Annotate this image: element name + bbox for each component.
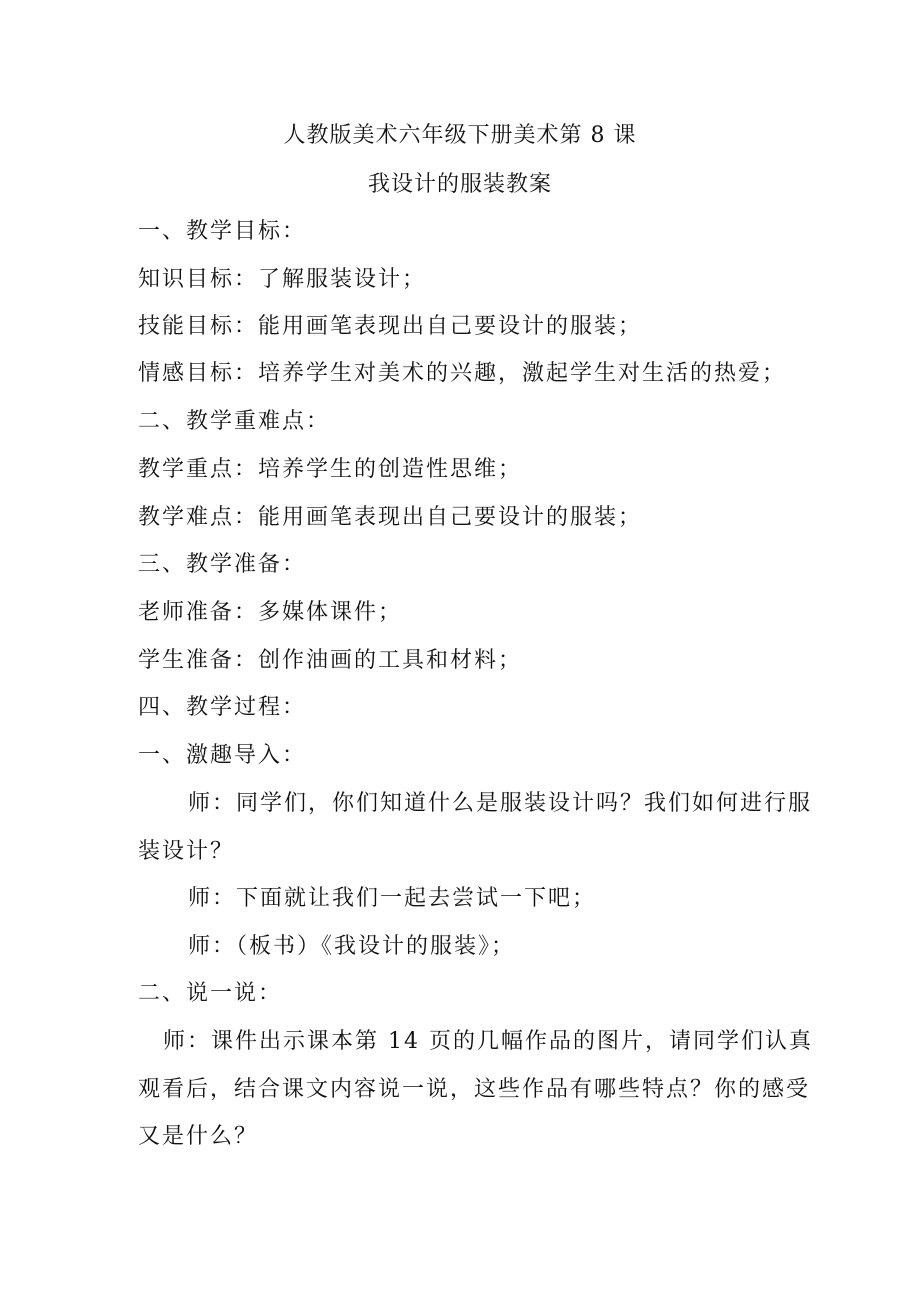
text-line: 师：同学们，你们知道什么是服装设计吗？我们如何进行服 xyxy=(188,791,813,816)
subsection-heading-intro: 一、激趣导入： xyxy=(138,743,307,768)
subsection-heading-discuss: 二、说一说： xyxy=(138,981,283,1006)
document-subtitle: 我设计的服装教案 xyxy=(367,172,552,197)
text-line: 师：课件出示课本第 14 页的几幅作品的图片，请同学们认真 xyxy=(163,1029,813,1054)
text-line: 装设计？ xyxy=(138,839,235,864)
text-line: 教学重点：培养学生的创造性思维； xyxy=(138,457,523,482)
text-line: 又是什么？ xyxy=(138,1124,259,1149)
text-line: 教学难点：能用画笔表现出自己要设计的服装； xyxy=(138,505,643,530)
text-line: 观看后，结合课文内容说一说，这些作品有哪些特点？你的感受 xyxy=(138,1077,811,1102)
section-heading-objectives: 一、教学目标： xyxy=(138,219,307,244)
text-line: 情感目标：培养学生对美术的兴趣，激起学生对生活的热爱； xyxy=(138,361,787,386)
text-line: 技能目标：能用画笔表现出自己要设计的服装； xyxy=(138,314,643,339)
text-line: 老师准备：多媒体课件； xyxy=(138,600,403,625)
section-heading-process: 四、教学过程： xyxy=(138,695,307,720)
section-heading-preparation: 三、教学准备： xyxy=(138,552,307,577)
text-line: 学生准备：创作油画的工具和材料； xyxy=(138,648,523,673)
document-title: 人教版美术六年级下册美术第 8 课 xyxy=(283,123,637,148)
text-line: 师：下面就让我们一起去尝试一下吧； xyxy=(188,886,597,911)
text-line: 师：（板书）《我设计的服装》； xyxy=(188,934,516,959)
section-heading-key-points: 二、教学重难点： xyxy=(138,409,331,434)
text-line: 知识目标：了解服装设计； xyxy=(138,267,427,292)
